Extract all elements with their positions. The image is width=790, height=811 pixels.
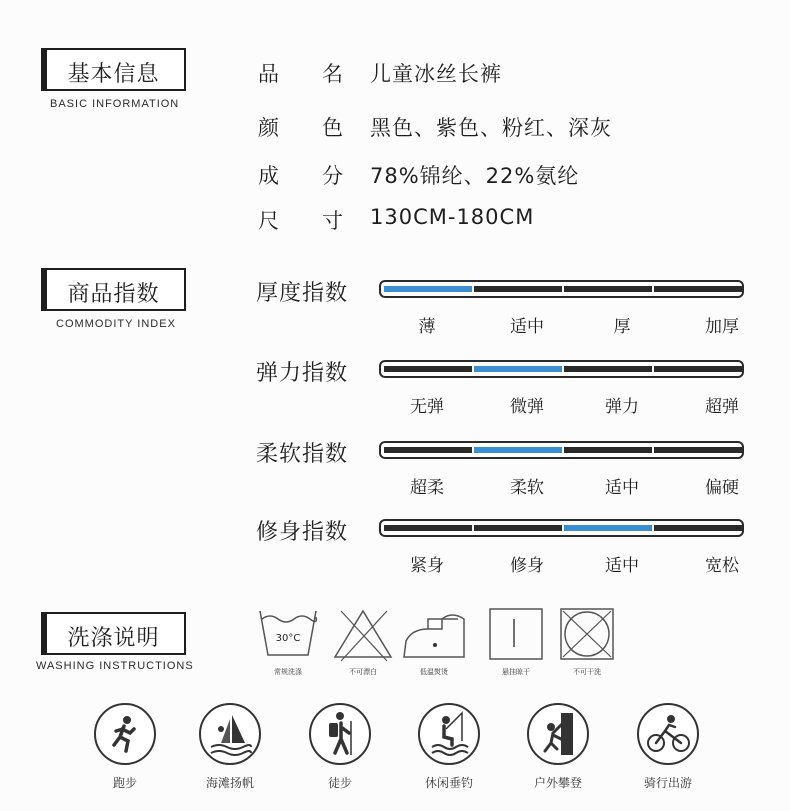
index-level-label: 超弹 <box>705 397 739 417</box>
index-level-label: 无弹 <box>410 397 444 417</box>
index-title: 厚度指数 <box>256 281 349 306</box>
index-level-label: 偏硬 <box>705 478 739 498</box>
index-level-label: 加厚 <box>705 317 739 337</box>
no-wash-icon <box>555 605 619 677</box>
care-label: 常规洗涤 <box>274 668 302 676</box>
basic-info-header <box>41 48 186 91</box>
activity-label: 徒步 <box>327 776 352 790</box>
index-title: 柔软指数 <box>256 442 349 467</box>
index-segment-active <box>474 366 562 372</box>
info-key: 寸 <box>322 209 344 233</box>
index-segment-active <box>384 286 472 292</box>
fishing-icon <box>418 703 488 803</box>
info-key: 色 <box>322 116 344 140</box>
index-level-label: 超柔 <box>410 478 444 498</box>
index-segment <box>564 286 652 292</box>
washing-header <box>41 612 186 655</box>
index-segment <box>654 525 742 531</box>
index-level-label: 紧身 <box>410 556 444 576</box>
index-segment <box>384 447 472 453</box>
activity-label: 跑步 <box>112 776 137 790</box>
care-label: 低温熨烫 <box>420 668 448 676</box>
care-label: 不可干洗 <box>573 668 601 676</box>
index-bar <box>379 280 744 298</box>
index-segment <box>384 366 472 372</box>
info-value: 儿童冰丝长裤 <box>370 62 502 86</box>
info-key: 颜 <box>258 116 280 140</box>
hang-dry-icon <box>484 605 548 677</box>
basic-info-subtitle: BASIC INFORMATION <box>50 98 180 110</box>
index-bar <box>379 360 744 378</box>
care-label: 不可漂白 <box>349 668 377 676</box>
info-key: 品 <box>258 62 280 86</box>
index-title: 修身指数 <box>256 520 349 545</box>
index-title: 弹力指数 <box>256 361 349 386</box>
index-segment <box>474 286 562 292</box>
index-level-label: 薄 <box>418 317 436 337</box>
index-segment-active <box>474 447 562 453</box>
climbing-icon <box>527 703 597 803</box>
activity-label: 骑行出游 <box>643 776 692 790</box>
info-value: 130CM-180CM <box>370 205 535 229</box>
index-segment <box>654 286 742 292</box>
index-level-label: 宽松 <box>705 556 739 576</box>
activity-label: 户外攀登 <box>533 776 582 790</box>
no-bleach-icon <box>331 605 395 677</box>
index-segment <box>564 447 652 453</box>
wash-30-icon <box>256 605 320 677</box>
info-key: 尺 <box>258 209 280 233</box>
activity-label: 海滩扬帆 <box>205 776 254 790</box>
info-key: 分 <box>322 164 344 188</box>
info-key: 名 <box>322 62 344 86</box>
info-value: 78%锦纶、22%氨纶 <box>370 164 580 188</box>
index-level-label: 适中 <box>605 556 639 576</box>
commodity-index-title: 商品指数 <box>67 282 160 307</box>
index-segment <box>654 366 742 372</box>
index-segment <box>654 447 742 453</box>
washing-title: 洗涤说明 <box>67 626 160 651</box>
basic-info-title: 基本信息 <box>67 62 160 87</box>
hiking-icon <box>309 703 379 803</box>
index-level-label: 柔软 <box>510 478 544 498</box>
running-icon <box>94 703 164 803</box>
low-iron-icon <box>402 605 466 677</box>
care-label: 悬挂晾干 <box>502 668 530 676</box>
index-segment <box>474 525 562 531</box>
index-level-label: 适中 <box>605 478 639 498</box>
index-segment-active <box>564 525 652 531</box>
activity-label: 休闲垂钓 <box>424 776 473 790</box>
index-segment <box>384 525 472 531</box>
info-key: 成 <box>258 164 280 188</box>
index-level-label: 修身 <box>510 556 544 576</box>
index-level-label: 厚 <box>613 317 631 337</box>
index-bar <box>379 519 744 537</box>
commodity-index-subtitle: COMMODITY INDEX <box>56 318 176 330</box>
index-level-label: 弹力 <box>605 397 639 417</box>
index-segment <box>564 366 652 372</box>
info-value: 黑色、紫色、粉红、深灰 <box>370 116 612 140</box>
commodity-index-header <box>41 268 186 311</box>
index-bar <box>379 441 744 459</box>
index-level-label: 适中 <box>510 317 544 337</box>
beach-sailing-icon <box>199 703 269 803</box>
index-level-label: 微弹 <box>510 397 544 417</box>
cycling-icon <box>637 703 707 803</box>
wash-temp: 30°C <box>275 633 301 644</box>
washing-subtitle: WASHING INSTRUCTIONS <box>36 660 194 672</box>
